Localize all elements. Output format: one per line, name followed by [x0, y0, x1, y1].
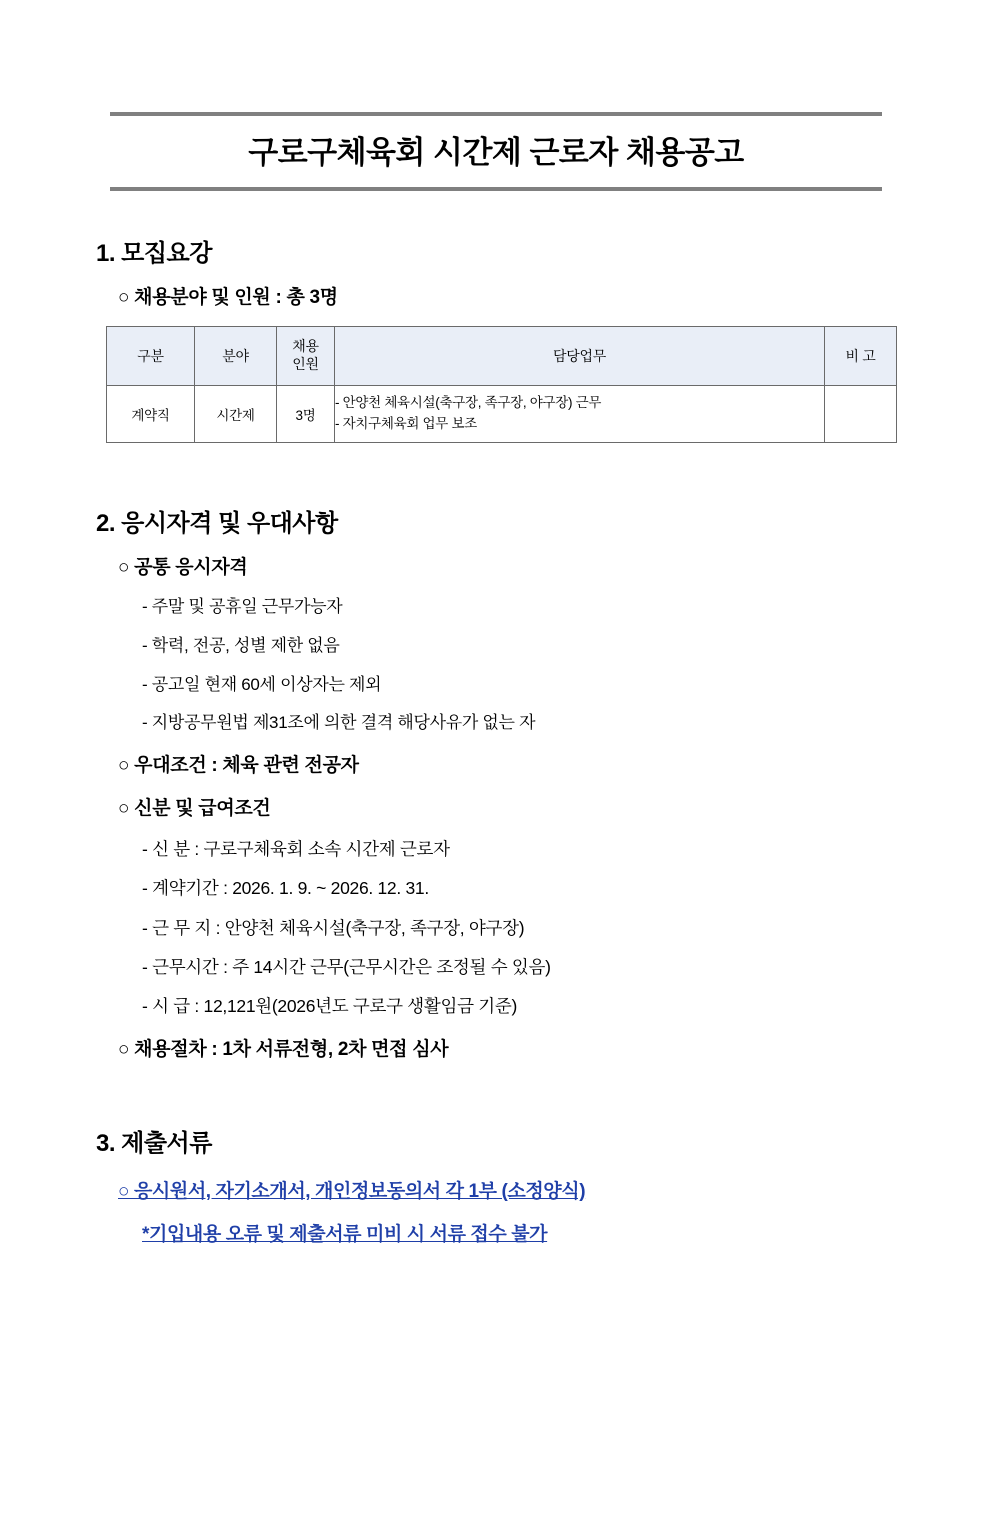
table-header-inwon	[277, 326, 335, 385]
table-header-note: 비 고	[825, 326, 897, 385]
table-row	[107, 385, 897, 442]
section-1-heading: 1. 모집요강	[96, 240, 212, 268]
status-salary-title: ○ 신분 및 급여조건	[118, 798, 271, 820]
section-3-heading: 3. 제출서류	[96, 1130, 212, 1158]
table-header-inwon-line2: 인원	[292, 355, 319, 372]
status-salary-item: - 시 급 : 12,121원(2026년도 구로구 생활임금 기준)	[142, 996, 518, 1017]
section-1-bullet: ○ 채용분야 및 인원 : 총 3명	[118, 287, 338, 309]
common-qualification-item: - 주말 및 공휴일 근무가능자	[142, 597, 343, 617]
cell-duty-line1: - 안양천 체육시설(축구장, 족구장, 야구장) 근무	[335, 394, 602, 410]
table-header-gubun: 구분	[107, 326, 195, 385]
cell-bunya: 시간제	[195, 385, 277, 442]
status-salary-item: - 근 무 지 : 안양천 체육시설(축구장, 족구장, 야구장)	[142, 917, 525, 938]
submission-notice-line[interactable]: *기입내용 오류 및 제출서류 미비 시 서류 접수 불가	[142, 1224, 548, 1246]
table-header-row	[107, 326, 897, 385]
recruitment-table	[106, 326, 897, 443]
table-header-duty: 담당업무	[335, 326, 825, 385]
cell-gubun: 계약직	[107, 385, 195, 442]
common-qualification-item: - 학력, 전공, 성별 제한 없음	[142, 635, 340, 655]
title-rule-bottom	[110, 187, 882, 191]
status-salary-item: - 신 분 : 구로구체육회 소속 시간제 근로자	[142, 838, 450, 859]
cell-inwon: 3명	[277, 385, 335, 442]
status-salary-item: - 계약기간 : 2026. 1. 9. ~ 2026. 12. 31.	[142, 878, 429, 899]
preference-condition: ○ 우대조건 : 체육 관련 전공자	[118, 754, 359, 776]
cell-duty-line2: - 자치구체육회 업무 보조	[335, 415, 477, 431]
recruitment-process: ○ 채용절차 : 1차 서류전형, 2차 면접 심사	[118, 1038, 449, 1060]
section-2-heading: 2. 응시자격 및 우대사항	[96, 509, 338, 537]
title-block	[90, 112, 902, 191]
cell-duty	[335, 385, 825, 442]
page-title: 구로구체육회 시간제 근로자 채용공고	[248, 135, 744, 170]
document-page	[0, 112, 992, 1515]
status-salary-item: - 근무시간 : 주 14시간 근무(근무시간은 조정될 수 있음)	[142, 957, 551, 978]
cell-note	[825, 385, 897, 442]
common-qualification-item: - 공고일 현재 60세 이상자는 제외	[142, 674, 382, 694]
common-qualification-item: - 지방공무원법 제31조에 의한 결격 해당사유가 없는 자	[142, 713, 536, 733]
table-header-inwon-line1: 채용	[292, 338, 319, 355]
common-qualification-title: ○ 공통 응시자격	[118, 556, 248, 578]
submission-documents-line[interactable]: ○ 응시원서, 자기소개서, 개인정보동의서 각 1부 (소정양식)	[118, 1181, 586, 1203]
table-header-bunya: 분야	[195, 326, 277, 385]
